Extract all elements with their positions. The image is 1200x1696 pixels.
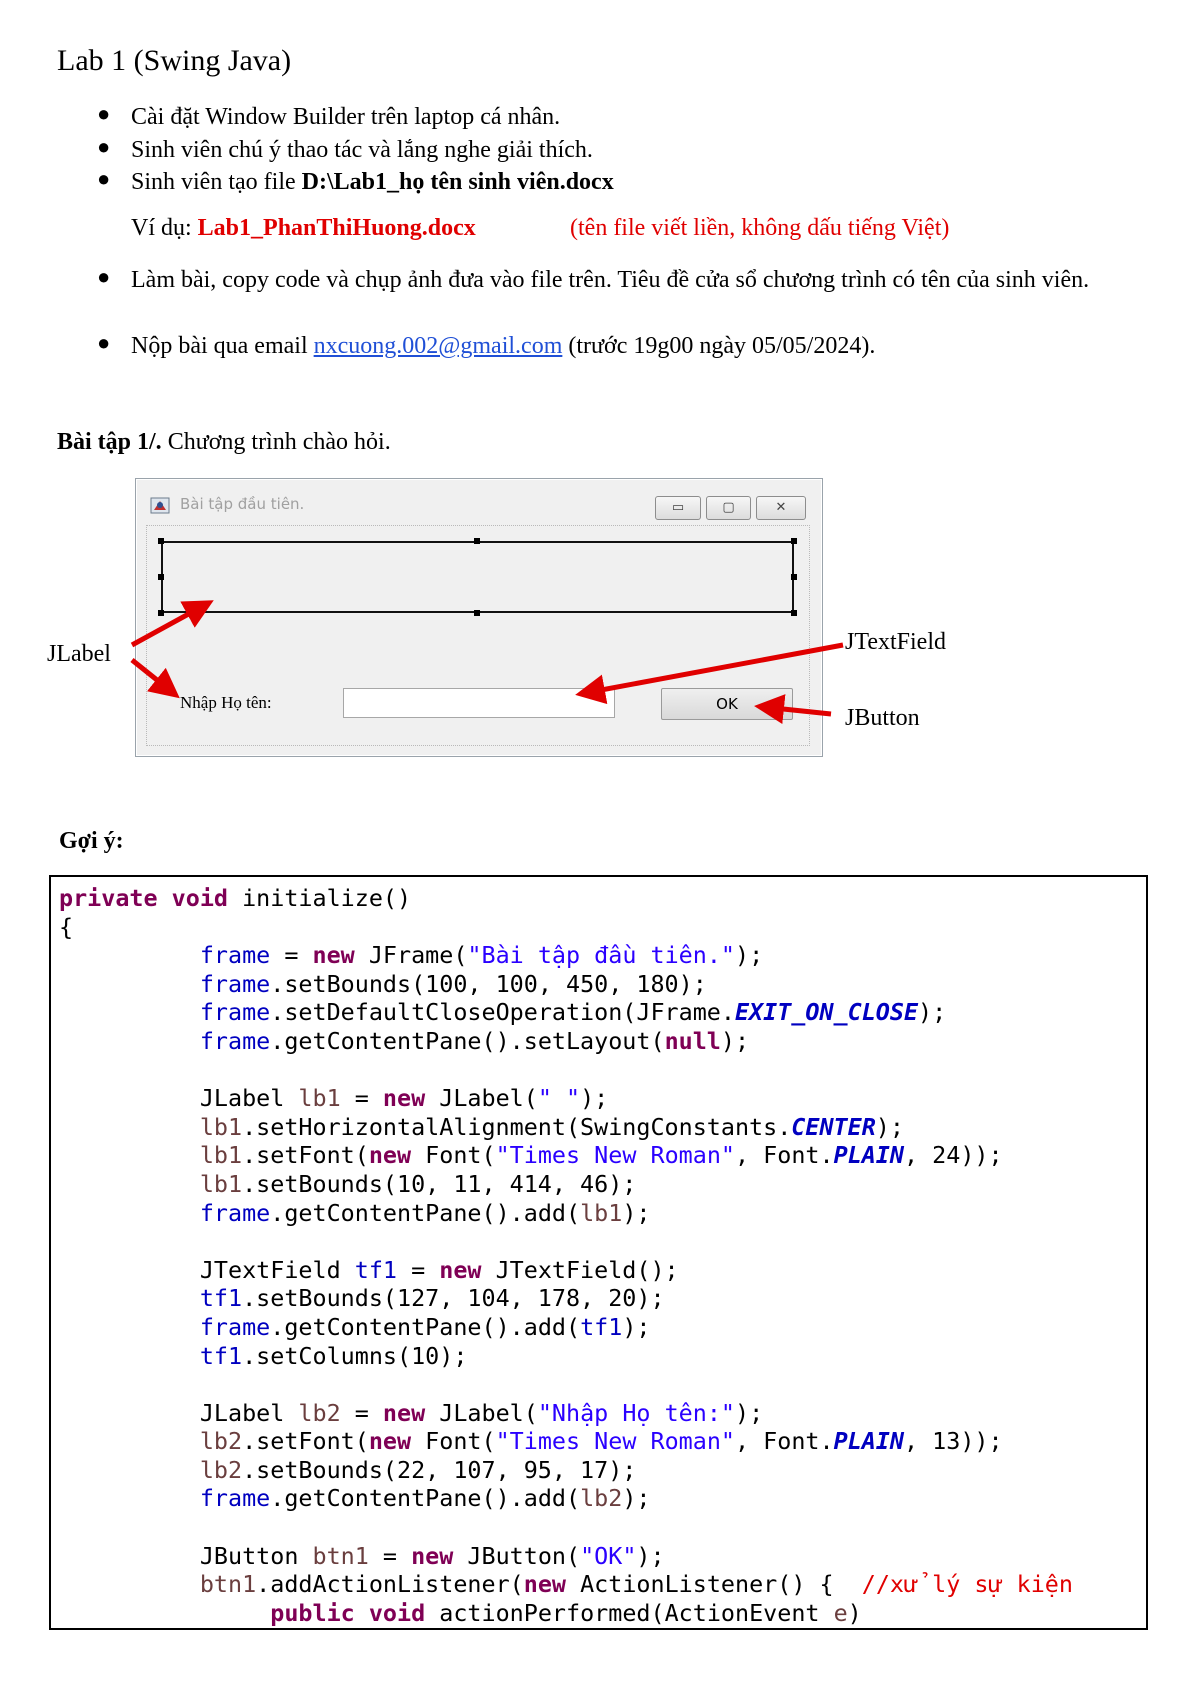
bullet-dot: ● [97,134,111,159]
bullet-dot: ● [97,101,111,126]
bullet-dot: ● [97,264,111,289]
arrow-jlabel-bottom [132,660,172,692]
minimize-icon: ▭ [671,500,685,515]
bullet-dot: ● [97,166,111,191]
bullet-text: Sinh viên tạo file [131,169,302,195]
window-title: Bài tập đầu tiên. [180,495,305,513]
exercise-heading: Bài tập 1/. Chương trình chào hỏi. [57,429,391,455]
callout-jtextfield: JTextField [845,629,946,655]
arrow-jlabel-top [132,605,205,645]
email-link[interactable]: nxcuong.002@gmail.com [313,333,563,359]
callout-jbutton: JButton [845,705,920,731]
hint-label: Gợi ý: [59,828,124,854]
arrow-jbutton [764,707,831,714]
arrow-jtextfield [585,645,843,693]
ok-button[interactable]: OK [661,688,793,720]
close-icon: ✕ [775,500,787,515]
code-listing: private void initialize() { frame = new JFrame("Bài tập đầu tiên."); frame.setBounds(100, 100, 450, 180); frame.setDefaultCloseOperation(JFrame.EXIT_ON_CLOSE); frame.getContentPane().setLayout(null); JLabel lb1 = new JLabel(" "); lb1.setHorizontalAlignment(SwingConstants.CENTER); lb1.setFont(new Font("Times New Roman", Font.PLAIN, 24)); lb1.setBounds(10, 11, 414, 46); frame.getContentPane().add(lb1); JTextField tf1 = new JTextField(); tf1.setBounds(127, 104, 178, 20); frame.getContentPane().add(tf1); tf1.setColumns(10); JLabel lb2 = new JLabel("Nhập Họ tên:"); lb2.setFont(new Font("Times New Roman", Font.PLAIN, 13)); lb2.setBounds(22, 107, 95, 17); frame.getContentPane().add(lb2); JButton btn1 = new JButton("OK"); btn1.addActionListener(new ActionListener() { //xử lý sự kiện public void actionPerformed(ActionEvent e) [59,884,1073,1627]
example-filename: Lab1_PhanThiHuong.docx [197,215,476,241]
name-label: Nhập Họ tên: [180,693,272,712]
bullet-dot: ● [97,330,111,355]
document-title: Lab 1 (Swing Java) [57,44,292,77]
callout-arrows [0,0,1200,800]
example-note: (tên file viết liền, không dấu tiếng Việt) [570,215,950,241]
file-path: D:\Lab1_họ tên sinh viên.docx [301,169,614,195]
maximize-icon: ▢ [722,500,735,515]
example-line: Ví dụ: Lab1_PhanThiHuong.docx [131,215,476,241]
callout-jlabel: JLabel [47,641,111,667]
code-box [49,875,1148,1630]
